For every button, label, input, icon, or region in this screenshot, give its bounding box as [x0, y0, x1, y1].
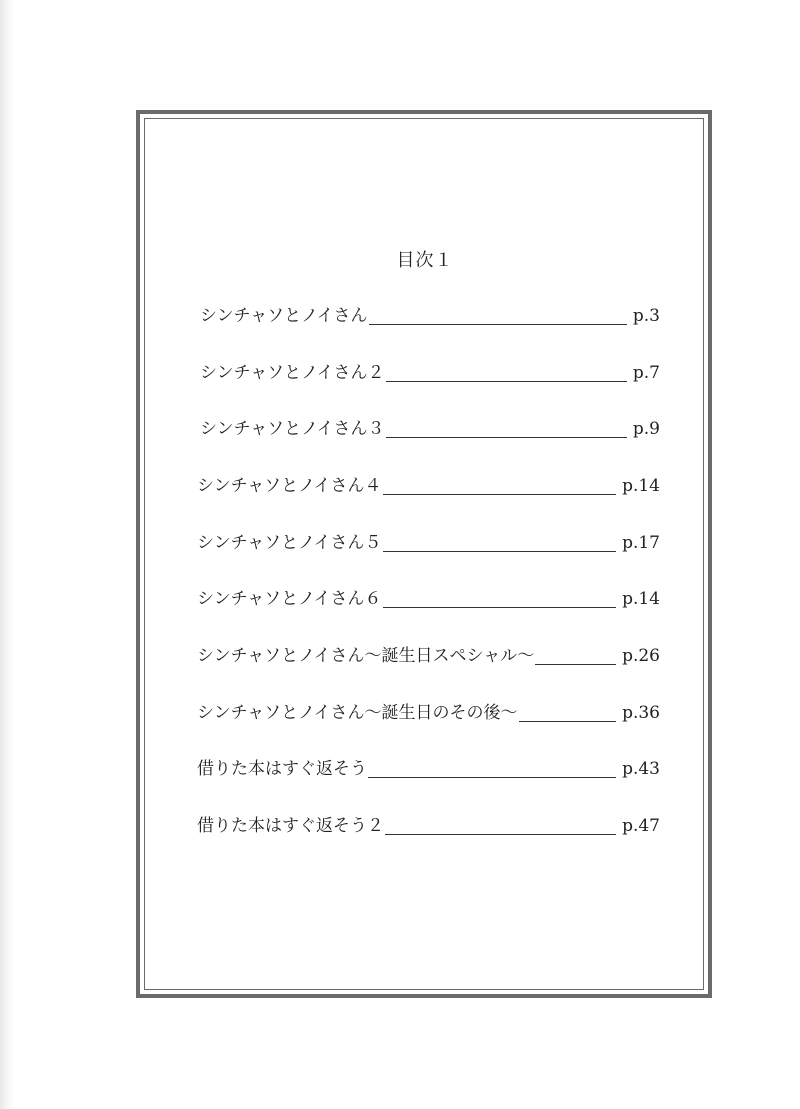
- toc-entry-page: p.47: [622, 816, 660, 836]
- toc-entry: [197, 527, 660, 555]
- toc-entry-leader: [369, 323, 627, 325]
- toc-entry-page: p.3: [632, 306, 660, 326]
- toc-entry-page: p.26: [622, 646, 660, 666]
- toc-entry-leader: [368, 776, 616, 778]
- toc-entry-leader: [386, 380, 627, 382]
- toc-entry: [197, 470, 660, 498]
- toc-entry-title: シンチャソとノイさん２: [200, 363, 385, 383]
- toc-entry-leader: [519, 720, 617, 722]
- toc-heading: 目次１: [396, 250, 454, 271]
- toc-entry-title: 借りた本はすぐ返そう２: [197, 816, 384, 836]
- toc-entry-title: シンチャソとノイさん〜誕生日スペシャル〜: [197, 646, 535, 666]
- toc-entry-page: p.43: [622, 759, 660, 779]
- toc-entry-title: シンチャソとノイさん６: [197, 589, 382, 609]
- toc-entry: [200, 300, 660, 328]
- toc-entry: [200, 413, 660, 441]
- toc-entry: [197, 810, 660, 838]
- toc-entry-title: 借りた本はすぐ返そう: [197, 759, 367, 779]
- toc-entry-title: シンチャソとノイさん: [200, 306, 368, 326]
- toc-entry: [197, 753, 660, 781]
- toc-entry: [197, 697, 660, 725]
- toc-entry-title: シンチャソとノイさん〜誕生日のその後〜: [197, 703, 518, 723]
- toc-entry-leader: [383, 606, 617, 608]
- toc-entry-page: p.9: [632, 419, 660, 439]
- toc-entry: [197, 640, 660, 668]
- toc-entry: [200, 357, 660, 385]
- toc-entry-leader: [535, 663, 616, 665]
- toc-entry-title: シンチャソとノイさん４: [197, 476, 382, 496]
- toc-entry-page: p.36: [622, 703, 660, 723]
- toc-entry-title: シンチャソとノイさん３: [200, 419, 385, 439]
- toc-entry-leader: [383, 550, 617, 552]
- toc-entry-title: シンチャソとノイさん５: [197, 533, 382, 553]
- toc-entry-leader: [386, 436, 627, 438]
- toc-entry-page: p.14: [622, 589, 660, 609]
- toc-entry: [197, 583, 660, 611]
- toc-entry-page: p.17: [622, 533, 660, 553]
- toc-entry-leader: [383, 493, 617, 495]
- toc-entry-page: p.7: [632, 363, 660, 383]
- toc-entry-leader: [385, 833, 616, 835]
- toc-entry-page: p.14: [622, 476, 660, 496]
